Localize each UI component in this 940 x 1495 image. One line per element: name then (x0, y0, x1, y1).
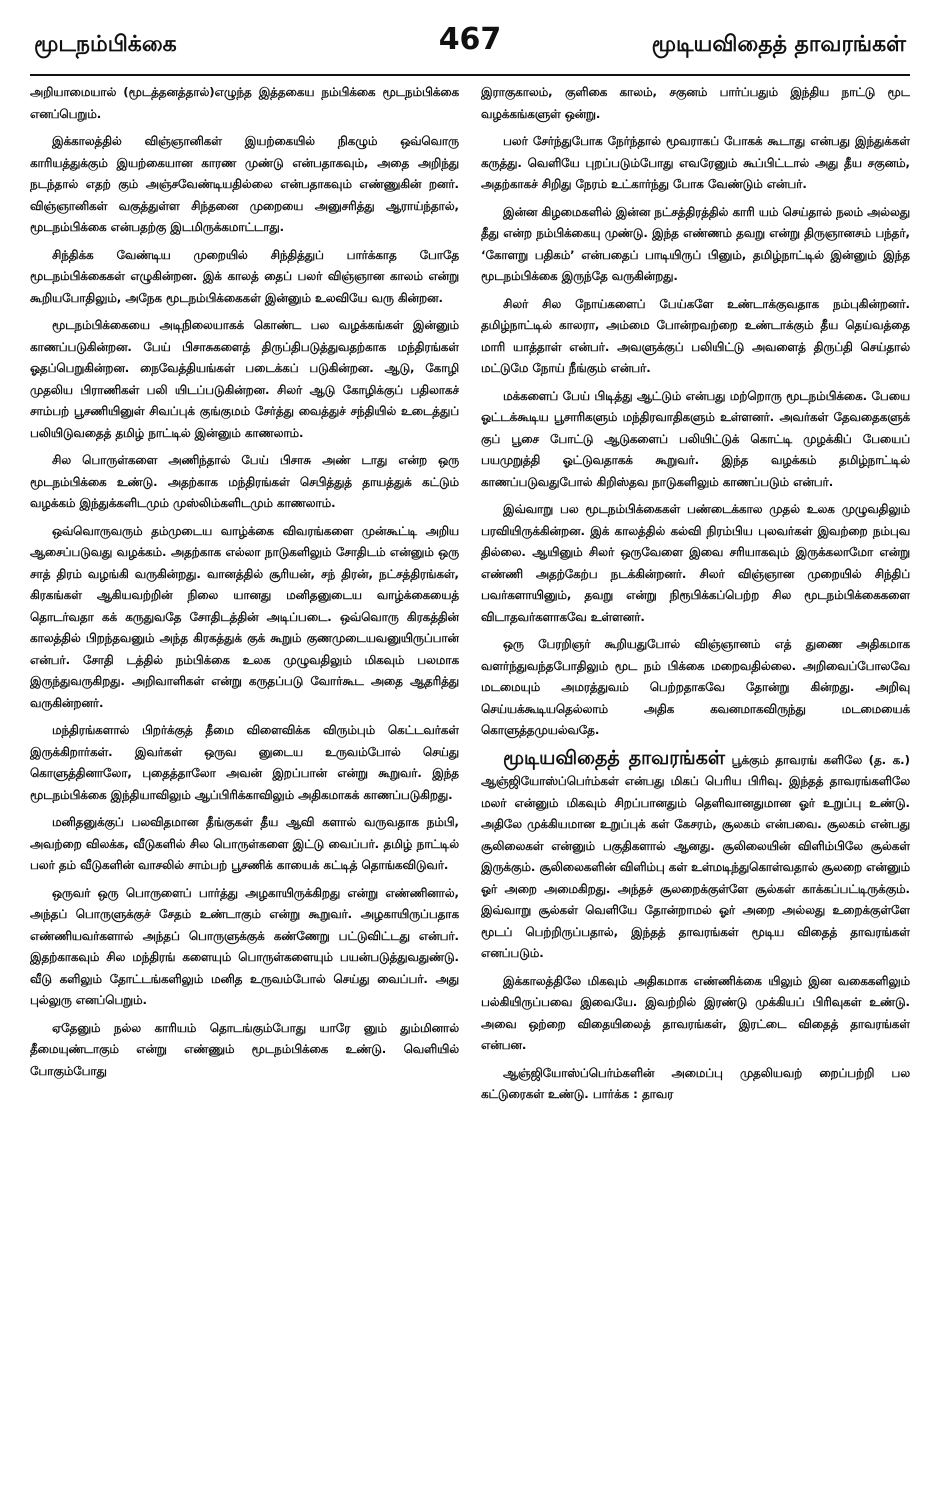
right-column (481, 82, 910, 1475)
paragraph: ஒரு பேரறிஞர் கூறியதுபோல் விஞ்ஞானம் எத் துணை அதிகமாக வளர்ந்துவந்தபோதிலும் மூட நம் பிக்கை மறைவதில்லை. அறிவைப்போலவே மடமையும் அமரத்துவம் பெற்றதாகவே தோன்று கின்றது. அறிவு செய்யக்கூடியதெல்லாம் அதிக கவனமாகவிருந்து மடமையைக் கொளுத்தமுயல்வதே. (481, 637, 910, 737)
paragraph: மக்களைப் பேய் பிடித்து ஆட்டும் என்பது மற்றொரு மூடநம்பிக்கை. பேயை ஓட்டக்கூடிய பூசாரிகளும் மந்திரவாதிகளும் உள்ளனர். அவர்கள் தேவதைகளுக் குப் பூசை போட்டு ஆடுகளைப் பலியிட்டுக் கொட்டி முழக்கிப் பேயைப் பயமுறுத்தி ஓட்டுவதாகக் கூறுவர். இந்த வழக்கம் தமிழ்நாட்டில் காணப்படுவதுபோல் கிறிஸ்தவ நாடுகளிலும் காணப்படும் என்பர். (481, 388, 910, 489)
paragraph: இக்காலத்தில் விஞ்ஞானிகள் இயற்கையில் நிகழும் ஒவ்வொரு காரியத்துக்கும் இயற்கையான காரண முண்டு என்பதாகவும், அதை அறிந்து நடந்தால் எதற் கும் அஞ்சவேண்டியதில்லை என்பதாகவும் எண்ணுகின் றனர். விஞ்ஞானிகள் வகுத்துள்ள சிந்தனை முறையை அனுசரித்து ஆராய்ந்தால், மூடநம்பிக்கை என்பதற்கு இடமிருக்கமாட்டாது. (30, 134, 459, 234)
paragraph: மூடநம்பிக்கையை அடிநிலையாகக் கொண்ட பல வழக்கங்கள் இன்னும் காணப்படுகின்றன. பேய் பிசாசுகளைத் திருப்திபடுத்துவதற்காக மந்திரங்கள் ஓதப்பெறுகின்றன. நைவேத்தியங்கள் படைக்கப் படுகின்றன. ஆடு, கோழி முதலிய பிராணிகள் பலி யிடப்படுகின்றன. சிலர் ஆடு கோழிக்குப் பதிலாகச் சாம்பற் பூசணியினுள் சிவப்புக் குங்குமம் சேர்த்து வைத்துச் சந்தியில் உடைத்துப் பலியிடுவதைத் தமிழ் நாட்டில் இன்னும் காணலாம். (30, 318, 459, 440)
paragraph: ஏதேனும் நல்ல காரியம் தொடங்கும்போது யாரே னும் தும்மினால் தீமையுண்டாகும் என்று எண்ணும் மூடநம்பிக்கை உண்டு. வெளியில் போகும்போது (30, 1020, 459, 1078)
paragraph: இராகுகாலம், குளிகை காலம், சகுனம் பார்ப்பதும் இந்திய நாட்டு மூட வழக்கங்களுள் ஒன்று. (481, 85, 910, 121)
running-head-right: மூடியவிதைத் தாவரங்கள் (651, 32, 906, 57)
paragraph: இவ்வாறு பல மூடநம்பிக்கைகள் பண்டைக்கால முதல் உலக முழுவதிலும் பரவியிருக்கின்றன. இக் காலத்தில் கல்வி நிரம்பிய புலவர்கள் இவற்றை நம்புவ தில்லை. ஆயினும் சிலர் ஒருவேளை இவை சரியாகவும் இருக்கலாமோ என்று எண்ணி அதற்கேற்ப நடக்கின்றனர். சிலர் விஞ்ஞான முறையில் சிந்திப் பவர்களாயினும், தவறு என்று நிரூபிக்கப்பெற்ற சில மூடநம்பிக்கைகளை விடாதவர்களாகவே உள்ளனர். (481, 502, 910, 624)
paragraph: மந்திரங்களால் பிறர்க்குத் தீமை விளைவிக்க விரும்பும் கெட்டவர்கள் இருக்கிறார்கள். இவர்கள் ஒருவ னுடைய உருவம்போல் செய்து கொளுத்தினாலோ, புதைத்தாலோ அவன் இறப்பான் என்று கூறுவர். இந்த மூடநம்பிக்கை இந்தியாவிலும் ஆப்பிரிக்காவிலும் அதிகமாகக் காணப்படுகிறது. (30, 723, 459, 802)
paragraph: சிந்திக்க வேண்டிய முறையில் சிந்தித்துப் பார்க்காத போதே மூடநம்பிக்கைகள் எழுகின்றன. இக் காலத் தைப் பலர் விஞ்ஞான காலம் என்று கூறியபோதிலும், அநேக மூடநம்பிக்கைகள் இன்னும் உலவியே வரு கின்றன. (30, 247, 459, 305)
paragraph: இன்ன கிழமைகளில் இன்ன நட்சத்திரத்தில் காரி யம் செய்தால் நலம் அல்லது தீது என்ற நம்பிக்கையு முண்டு. இந்த எண்ணம் தவறு என்று திருஞானசம் பந்தர், ‘கோளறு பதிகம்’ என்பதைப் பாடியிருப் பினும், தமிழ்நாட்டில் இன்னும் இந்த மூடநம்பிக்கை இருந்தே வருகின்றது. (481, 204, 910, 283)
entry-headword: மூடியவிதைத் தாவரங்கள் (503, 746, 726, 769)
paragraph: ஒருவர் ஒரு பொருளைப் பார்த்து அழகாயிருக்கிறது என்று எண்ணினால், அந்தப் பொருளுக்குச் சேதம் உண்டாகும் என்று கூறுவர். அழகாயிருப்பதாக எண்ணியவர்களால் அந்தப் பொருளுக்குக் கண்ணேறு பட்டுவிட்டது என்பர். இதற்காகவும் சில மந்திரங் களையும் பொருள்களையும் பயன்படுத்துவதுண்டு. வீடு களிலும் தோட்டங்களிலும் மனித உருவம்போல் செய்து வைப்பர். அது புல்லுரு எனப்பெறும். (30, 885, 459, 1007)
paragraph: சில பொருள்களை அணிந்தால் பேய் பிசாசு அண் டாது என்ற ஒரு மூடநம்பிக்கை உண்டு. அதற்காக மந்திரங்கள் செபித்துத் தாயத்துக் கட்டும் வழக்கம் இந்துக்களிடமும் முஸ்லிம்களிடமும் காணலாம். (30, 453, 459, 510)
paragraph: பலர் சேர்ந்துபோக நேர்ந்தால் மூவராகப் போகக் கூடாது என்பது இந்துக்கள் கருத்து. வெளியே புறப்படும்போது எவரேனும் கூப்பிட்டால் அது தீய சகுனம், அதற்காகச் சிறிது நேரம் உட்கார்ந்து போக வேண்டும் என்பர். (481, 134, 910, 191)
paragraph: இக்காலத்திலே மிகவும் அதிகமாக எண்ணிக்கை யிலும் இன வகைகளிலும் பல்கியிருப்பவை இவையே. இவற்றில் இரண்டு முக்கியப் பிரிவுகள் உண்டு. அவை ஒற்றை விதையிலைத் தாவரங்கள், இரட்டை விதைத் தாவரங்கள் என்பன. (481, 973, 910, 1052)
paragraph: ஒவ்வொருவரும் தம்முடைய வாழ்க்கை விவரங்களை முன்கூட்டி அறிய ஆசைப்படுவது வழக்கம். அதற்காக எல்லா நாடுகளிலும் சோதிடம் என்னும் ஒரு சாத் திரம் வழங்கி வருகின்றது. வானத்தில் சூரியன், சந் திரன், நட்சத்திரங்கள், கிரகங்கள் ஆகியவற்றின் நிலை யானது மனிதனுடைய வாழ்க்கையைத் தொடர்வதா கக் கருதுவதே சோதிடத்தின் அடிப்படை. ஒவ்வொரு கிரகத்தின் காலத்தில் பிறந்தவனும் அந்த கிரகத்துக் குக் கூறும் குணமுடையவனுயிருப்பான் என்பர். சோதி டத்தில் நம்பிக்கை உலக முழுவதிலும் மிகவும் பலமாக இருந்துவருகிறது. அறிவாளிகள் என்று கருதப்படு வோர்கூட அதை ஆதரித்து வருகின்றனர். (30, 523, 459, 710)
running-head-left: மூடநம்பிக்கை (34, 32, 177, 57)
paragraph: மனிதனுக்குப் பலவிதமான தீங்குகள் தீய ஆவி களால் வருவதாக நம்பி, அவற்றை விலக்க, வீடுகளில் சில பொருள்களை இட்டு வைப்பர். தமிழ் நாட்டில் பலர் தம் வீடுகளின் வாசலில் சாம்பற் பூசணிக் காயைக் கட்டித் தொங்கவிடுவர். (30, 815, 459, 872)
paragraph: சிலர் சில நோய்களைப் பேய்களே உண்டாக்குவதாக நம்புகின்றனர். தமிழ்நாட்டில் காலரா, அம்மை போன்றவற்றை உண்டாக்கும் தீய தெய்வத்தை மாரி யாத்தாள் என்பர். அவளுக்குப் பலியிட்டு அவளைத் திருப்தி செய்தால் மட்டுமே நோய் நீங்கும் என்பர். (481, 296, 910, 375)
entry-text: பூக்கும் தாவரங் களிலே (த. க.) ஆஞ்ஜியோஸ்ப்பெர்ம்கள் என்பது மிகப் பெரிய பிரிவு. இந்தத் தாவரங்களிலே மலர் என்னும் மிகவும் சிறப்பானதும் தெளிவானதுமான ஓர் உறுப்பு உண்டு. அதிலே முக்கியமான உறுப்புக் கள் கேசரம், சூலகம் என்பவை. சூலகம் என்பது சூலிலைகள் என்னும் பகுதிகளால் ஆனது. சூலிலையின் விளிம்பிலே சூல்கள் இருக்கும். சூலிலைகளின் விளிம்பு கள் உள்மடிந்துகொள்வதால் சூலறை என்னும் ஓர் அறை அமைகிறது. அந்தச் சூலறைக்குள்ளே சூல்கள் காக்கப்பட்டிருக்கும். இவ்வாறு சூல்கள் வெளியே தோன்றாமல் ஓர் அறை அல்லது உறைக்குள்ளே மூடப் பெற்றிருப்பதால், இந்தத் தாவரங்கள் மூடிய விதைத் தாவரங்கள் எனப்படும். (481, 752, 910, 960)
entry-first-paragraph (481, 748, 910, 965)
page-header (30, 14, 910, 76)
paragraph: ஆஞ்ஜியோஸ்ப்பெர்ம்களின் அமைப்பு முதலியவற் றைப்பற்றி பல கட்டுரைகள் உண்டு. பார்க்க : தாவர (481, 1065, 910, 1101)
left-column (30, 82, 459, 1475)
paragraph: அறியாமையால் (மூடத்தனத்தால்)எழுந்த இத்தகைய நம்பிக்கை மூடநம்பிக்கை எனப்பெறும். (30, 85, 459, 121)
text-columns (30, 82, 910, 1475)
page-number: 467 (438, 22, 502, 57)
